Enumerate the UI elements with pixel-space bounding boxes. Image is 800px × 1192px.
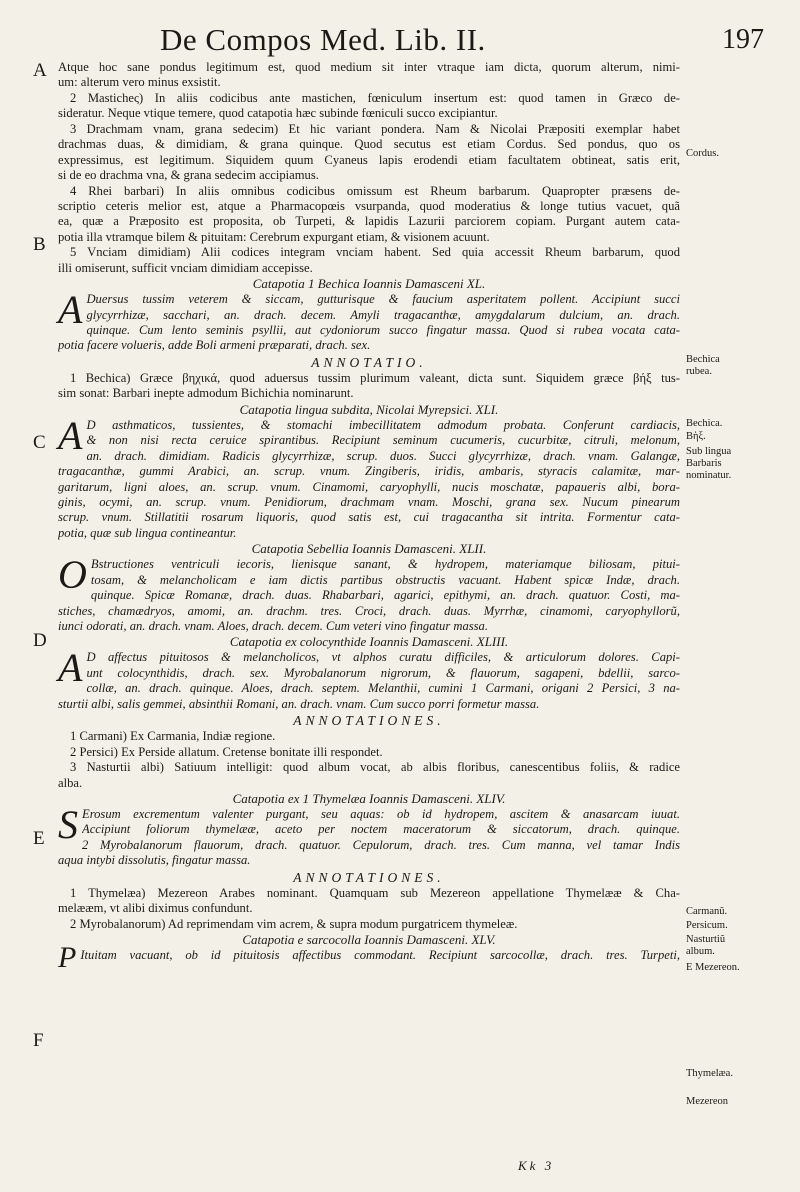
line-text: tragacanthæ, gummi Arabici, an. scrup. vnum. Zingiberis, iridis, ambaris, styracis calamitæ, mar- <box>58 464 680 479</box>
line-text: ANNOTATIONES. <box>293 869 445 885</box>
drop-cap: S <box>58 801 78 847</box>
line-text: Accipiunt foliorum thymelææ, aceto per noctem maceratorum & siccatorum, drach. quinque. <box>82 822 680 837</box>
line-text: Atque hoc sane pondus legitimum est, quod medium sit inter vtraque iam dicta, quorum alterum, nimi- <box>58 60 680 74</box>
text-line <box>58 75 680 90</box>
text-line <box>58 168 680 183</box>
annotation-heading <box>58 869 680 886</box>
signature-mark: Kk 3 <box>518 1158 555 1173</box>
text-line <box>58 245 680 260</box>
main-text <box>58 60 680 974</box>
text-line <box>82 822 680 837</box>
line-text: tosam, & melancholicam e iam dictis partibus obstructis vacuant. Habent spicæ Indæ, drach. <box>90 572 680 587</box>
recipe-heading <box>58 402 680 418</box>
section-letter-b: B <box>33 234 46 255</box>
line-text: 5 Vnciam dimidiam) Alii codices integram vnciam habent. Sed quia accessit Rheum barbarum, quod <box>70 245 680 260</box>
section-letter-a: A <box>33 60 47 81</box>
recipe-heading <box>58 791 680 807</box>
margin-note: Mezereon <box>686 1096 728 1107</box>
recipe-heading <box>58 541 680 557</box>
line-text: Erosum excrementum valenter purgant, seu aquas: ob id hydropem, ascitem & anasarcam iuuat. <box>82 806 680 821</box>
line-text: 3 Drachmam vnam, grana sedecim) Et hic variant pondera. Nam & Nicolai Præpositi exemplar habet <box>70 121 680 136</box>
line-text: 1 Carmani) Ex Carmania, Indiæ regione. <box>70 729 276 744</box>
text-line <box>58 261 680 276</box>
drop-cap: A <box>58 412 83 458</box>
text-line <box>58 760 680 775</box>
text-line <box>58 230 680 245</box>
line-text: melææm, vt alibi diximus confundunt. <box>58 901 253 916</box>
drop-cap: A <box>58 287 83 333</box>
line-text: sturtii albi, salis gemmei, absinthii Romani, an. drach. vnam. Cum succo porri formetur massa. <box>58 696 540 711</box>
drop-cap: A <box>58 645 83 691</box>
margin-note: Βὴξ. <box>686 431 706 442</box>
line-text: Bstructiones ventriculi iecoris, lienisque sanant, & hydropem, materiamque biliosam, pitui- <box>90 557 680 572</box>
text-line <box>58 386 680 401</box>
line-text: 1 Bechica) Græce βηχικά, quod aduersus tussim plurimum valeant, dicta sunt. Siquidem græce βήξ tus- <box>70 370 680 385</box>
line-text: potia facere volueris, adde Boli armeni præparati, drach. sex. <box>58 338 371 353</box>
line-text: Catapotia Sebellia Ioannis Damasceni. XLII. <box>251 541 487 557</box>
margin-note: Nasturtiũ album. <box>686 934 726 957</box>
recipe-heading <box>58 932 680 948</box>
line-text: quinque. Spicæ Romanæ, drach. duas. Rhabarbari, agarici, epithymi, an. drach. quatuor. Costi, ma- <box>90 588 680 603</box>
running-header <box>150 22 770 56</box>
line-text: stiches, chamædryos, amomi, an. drachm. tres. Croci, drach. duas. Myrrhæ, cinamomi, caryophyllorũ, <box>58 603 680 618</box>
text-line <box>91 573 680 588</box>
margin-note: Bechica rubea. <box>686 354 720 377</box>
drop-cap: P <box>58 941 77 974</box>
line-text: 2 Persici) Ex Perside allatum. Cretense bonitate illi respondet. <box>70 744 383 759</box>
line-text: Catapotia ex colocynthide Ioannis Damasceni. XLIII. <box>229 634 509 650</box>
text-line <box>58 199 680 214</box>
line-text: garitarum, ligni aloes, an. scrup. vnum. Cinamomi, caryophylli, nucis moschatæ, papaueris albi, bora- <box>58 479 680 494</box>
line-text: Catapotia lingua subdita, Nicolai Myrepsici. XLI. <box>239 401 499 417</box>
text-line <box>58 153 680 168</box>
text-line <box>82 838 680 853</box>
margin-note: Cordus. <box>686 148 719 159</box>
line-text: 2 Myrobalanorum) Ad reprimendam vim acrem, & supra modum purgatricem thymeleæ. <box>70 916 518 931</box>
text-line <box>58 184 680 199</box>
line-text: an. drach. dimidiam. Radicis glycyrrhizæ, scrup. duos. Succi glycyrrhizæ, drach. vnam. Galangæ, <box>86 448 680 463</box>
section-letter-c: C <box>33 432 46 453</box>
line-text: Duersus tussim veterem & siccam, gutturisque & faucium asperitatem pollent. Accipiunt succi <box>86 292 680 307</box>
annotation-heading <box>58 712 680 729</box>
line-text: Catapotia ex 1 Thymelæa Ioannis Damasceni. XLIV. <box>232 790 506 806</box>
line-text: 4 Rhei barbari) In aliis omnibus codicibus omissum est Rheum barbarum. Quapropter præsens de- <box>70 183 680 198</box>
margin-note: E Mezereon. <box>686 962 740 973</box>
text-line <box>58 91 680 106</box>
section-letter-d: D <box>33 630 47 651</box>
line-text: D asthmaticos, tussientes, & stomachi imbecillitatem admodum probata. Conferunt cardiacis, <box>86 417 680 432</box>
text-line <box>58 495 680 510</box>
margin-note: Thymelæa. <box>686 1068 733 1079</box>
recipe-heading <box>58 276 680 292</box>
text-line <box>58 917 680 932</box>
text-line <box>58 137 680 152</box>
line-text: 3 Nasturtii albi) Satiuum intelligit: quod album vocat, ab albis floribus, canescentibus foliis, & radice <box>70 760 680 775</box>
recipe-heading <box>58 634 680 650</box>
text-line <box>58 510 680 525</box>
text-line <box>58 941 680 974</box>
line-text: unt colocynthidis, drach. sex. Myrobalanorum nigrorum, & flauorum, sagapeni, bdellii, sarco- <box>86 665 680 680</box>
line-text: Catapotia 1 Bechica Ioannis Damasceni XL. <box>252 276 486 292</box>
line-text: aqua intybi dissolutis, fingatur massa. <box>58 853 251 868</box>
text-line <box>58 604 680 619</box>
line-text: potia, quæ sub lingua contineantur. <box>58 525 237 540</box>
line-text: 2 Masticheς) In aliis codicibus ante mastichen, fœniculum insertum est: quod tamen in Græco de- <box>70 90 680 105</box>
line-text: ANNOTATIO. <box>311 354 427 370</box>
line-text: glycyrrhizæ, sacchari, an. drach. decem. Amyli tragacanthæ, amygdalarum dulcium, an. drach. <box>86 307 680 322</box>
line-text: sideratur. Neque vtique temere, quod catapotia hæc subinde fœniculi succo excipiantur. <box>58 106 498 121</box>
text-line <box>58 480 680 495</box>
line-text: si de eo drachma vna, & grana sedecim accipiamus. <box>58 168 319 183</box>
text-line <box>58 776 680 791</box>
text-line <box>58 886 680 901</box>
line-text: Catapotia e sarcocolla Ioannis Damasceni. XLV. <box>242 932 496 947</box>
text-line <box>58 338 680 353</box>
line-text: collæ, an. drach. quinque. Aloes, drach. septem. Melanthii, cumini 1 Carmani, origani 2 Persici, 3 na- <box>86 681 680 696</box>
line-text: alba. <box>58 775 83 790</box>
text-line <box>86 308 680 323</box>
text-line <box>86 323 680 338</box>
line-text: sim sonat: Barbari inepte admodum Bichichia nominarunt. <box>58 386 354 401</box>
line-text: ea, quæ a Præposito est proposita, ob Turpeti, & lapidis Lazurii parciorem copiam. Purgant autem cata- <box>58 214 680 229</box>
annotation-heading <box>58 354 680 371</box>
text-line <box>58 697 680 712</box>
line-text: & non nisi recta ceruice spirantibus. Recipiunt seminum cucumeris, cucurbitæ, citruli, melonum, <box>86 433 680 448</box>
margin-note: Carmanũ. <box>686 906 728 917</box>
line-text: ANNOTATIONES. <box>293 713 445 729</box>
text-line <box>86 433 680 448</box>
line-text: 2 Myrobalanorum flauorum, drach. quatuor. Cepulorum, drach. tres. Cum manna, vel tamar Indis <box>82 837 680 852</box>
page-title: De Compos Med. Lib. II. <box>160 22 486 57</box>
margin-note: Sub lingua Barbaris nominatur. <box>686 446 732 481</box>
margin-note: Bechica. <box>686 418 723 429</box>
text-line <box>58 122 680 137</box>
line-text: Ituitam vacuant, ob id pituitosis affectibus commodant. Recipiunt sarcocollæ, drach. tres. Turpeti, <box>80 948 680 962</box>
margin-note: Persicum. <box>686 920 728 931</box>
text-line <box>91 588 680 603</box>
text-line <box>86 666 680 681</box>
text-line <box>58 106 680 121</box>
text-line <box>86 449 680 464</box>
line-text: D affectus pituitosos & melancholicos, vt alphos curatu difficiles, & articulorum dolores. Capi- <box>86 650 680 665</box>
line-text: 1 Thymelæa) Mezereon Arabes nominant. Quamquam sub Mezereon appellatione Thymelææ & Cha- <box>70 885 680 900</box>
line-text: scriptio ceteris melior est, atque a Pharmacopœis vsurpanda, quod moderatius & longe tutius vacuet, quã <box>58 198 680 213</box>
line-text: potia illa vtramque bilem & pituitam: Cerebrum expurgant etiam, & visionem acuunt. <box>58 229 490 244</box>
line-text: iunci odorati, an. drach. vnam. Aloes, drach. decem. Cum veteri vino fingatur massa. <box>58 619 489 633</box>
text-line <box>58 464 680 479</box>
text-line <box>58 745 680 760</box>
text-line <box>58 619 680 634</box>
drop-cap: O <box>58 552 87 598</box>
line-text: drachmas duas, & dimidiam, & grana quinque. Quod secutus est etiam Cordus. Sed pondus, quo os <box>58 137 680 152</box>
line-text: scrup. vnum. Stillatitii rosarum liquoris, quod satis est, cui tragacantha sit intrita. Formentur cata- <box>58 510 680 525</box>
text-line <box>58 729 680 744</box>
page-number: 197 <box>722 24 764 55</box>
text-line <box>58 214 680 229</box>
text-line <box>58 371 680 386</box>
text-line <box>58 853 680 868</box>
line-text: illi omiserunt, sufficit vnciam dimidiam accepisse. <box>58 260 313 275</box>
text-line <box>58 901 680 916</box>
line-text: um: alterum vero minus exsistit. <box>58 75 221 90</box>
text-line <box>86 681 680 696</box>
text-line <box>58 526 680 541</box>
text-line <box>58 60 680 75</box>
line-text: ginis, ocymi, an. scrup. vnum. Penidiorum, drachmam vnam. Moschi, grana sex. Nucum pinearum <box>58 494 680 509</box>
line-text: quinque. Cum lento seminis psyllii, aut cydoniorum succo fingatur massa. Quod si rubea vocata cata- <box>86 323 680 337</box>
section-letter-e: E <box>33 828 45 849</box>
line-text: expressimus, est legitimum. Siquidem quum Cyaneus lapis erodendi etiam facultatem obtineat, satis erit, <box>58 152 680 167</box>
section-letter-f: F <box>33 1030 44 1051</box>
